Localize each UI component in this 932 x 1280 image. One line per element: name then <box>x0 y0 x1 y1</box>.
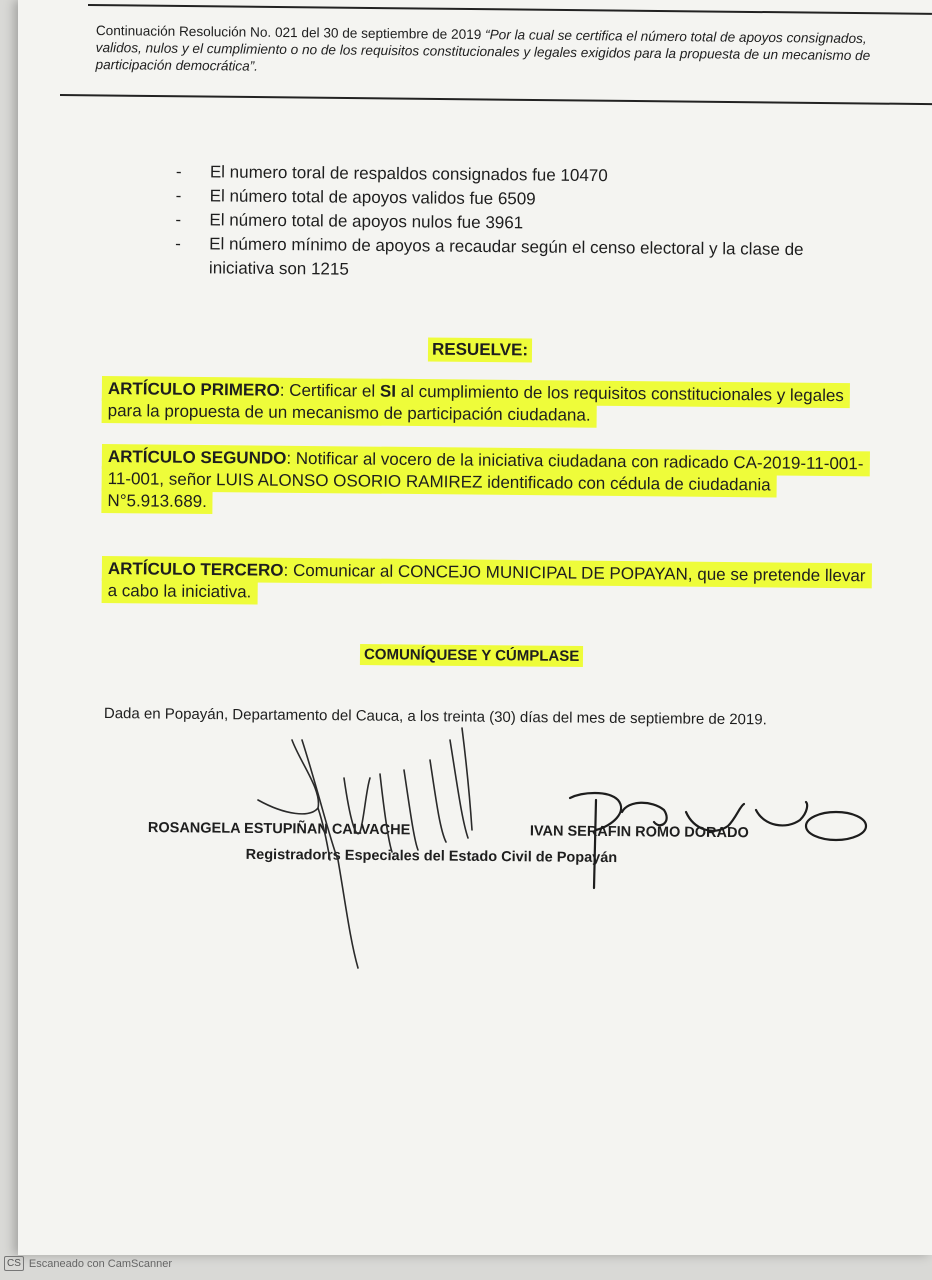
article-tercero: ARTÍCULO TERCERO: Comunicar al CONCEJO MUNICIPAL DE POPAYAN, que se pretende llevar a cabo la iniciativa. <box>102 558 872 609</box>
header-italic: “Por la cual se certifica el número total de apoyos consignados, validos, nulos y el cumplimiento o no de los requisitos constitucionales y legales exigidos para la propuesta de un mecanismo de participación democrática”. <box>95 27 871 74</box>
camscanner-icon: CS <box>4 1256 24 1271</box>
list-item: - El numero toral de respaldos consignados fue 10470 <box>175 161 608 186</box>
article-label: ARTÍCULO TERCERO <box>107 559 284 580</box>
header-prefix: Continuación Resolución No. 021 del 30 de septiembre de 2019 <box>95 22 486 43</box>
scanner-footer <box>4 1256 172 1271</box>
article-segundo: ARTÍCULO SEGUNDO: Notificar al vocero de la iniciativa ciudadana con radicado CA-2019-11-001-11-001, señor LUIS ALONSO OSORIO RAMIREZ identificado con cédula de ciudadania N°5.913.689. <box>101 446 872 519</box>
article-label: ARTÍCULO PRIMERO <box>107 379 280 400</box>
page-header <box>95 22 905 81</box>
signatory-name-1: ROSANGELA ESTUPIÑAN CALVACHE <box>147 820 411 839</box>
resuelve-heading: RESUELVE: <box>428 338 532 363</box>
article-label: ARTÍCULO SEGUNDO <box>107 447 287 468</box>
dada-paragraph: Dada en Popayán, Departamento del Cauca, a los treinta (30) días del mes de septiembre de 2019. <box>103 704 767 729</box>
list-item: - El número total de apoyos nulos fue 3961 <box>175 209 524 233</box>
signatory-name-2: IVAN SERAFIN ROMO DORADO <box>529 823 749 842</box>
signatory-role: Registradorrs Especiales del Estado Civil de Popayán <box>245 846 618 867</box>
top-rule <box>88 4 932 15</box>
list-item: - El número mínimo de apoyos a recaudar según el censo electoral y la clase de iniciativa son 1215 <box>175 233 804 279</box>
facts-list <box>175 160 866 287</box>
header-rule <box>60 94 932 105</box>
closing-heading: COMUNÍQUESE Y CÚMPLASE <box>360 644 583 667</box>
footer-text: Escaneado con CamScanner <box>28 1257 172 1270</box>
list-item: - El número total de apoyos validos fue 6509 <box>175 185 536 209</box>
article-primero: ARTÍCULO PRIMERO: Certificar el SI al cumplimiento de los requisitos constitucionales y legales para la propuesta de un mecanismo de participación ciudadana. <box>102 378 872 429</box>
